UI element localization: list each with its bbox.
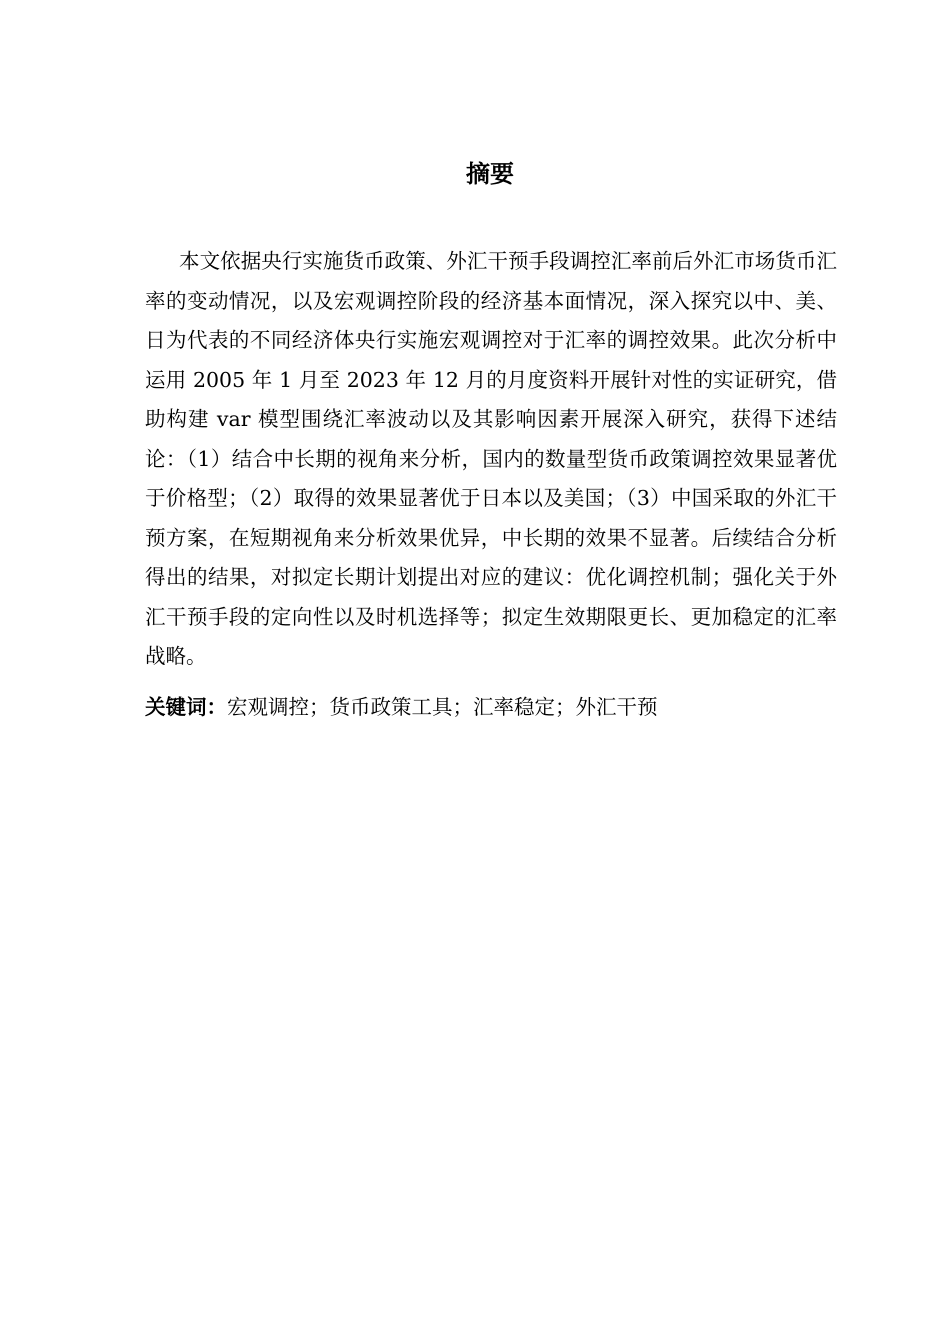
page-title: 摘要 <box>466 160 514 188</box>
keywords-label: 关键词： <box>145 695 227 719</box>
keywords-text: 宏观调控；货币政策工具；汇率稳定；外汇干预 <box>227 695 658 719</box>
keywords-line <box>145 690 837 725</box>
abstract-paragraph: 本文依据央行实施货币政策、外汇干预手段调控汇率前后外汇市场货币汇率的变动情况，以及宏观调控阶段的经济基本面情况，深入探究以中、美、日为代表的不同经济体央行实施宏观调控对于汇率的调控效果。此次分析中运用 2005 年 1 月至 2023 年 12 月的月度资料开展针对性的实证研究，借助构建 var 模型围绕汇率波动以及其影响因素开展深入研究，获得下述结论：（1）结合中长期的视角来分析，国内的数量型货币政策调控效果显著优于价格型；（2）取得的效果显著优于日本以及美国；（3）中国采取的外汇干预方案，在短期视角来分析效果优异，中长期的效果不显著。后续结合分析得出的结果，对拟定长期计划提出对应的建议：优化调控机制；强化关于外汇干预手段的定向性以及时机选择等；拟定生效期限更长、更加稳定的汇率战略。 <box>145 249 837 668</box>
